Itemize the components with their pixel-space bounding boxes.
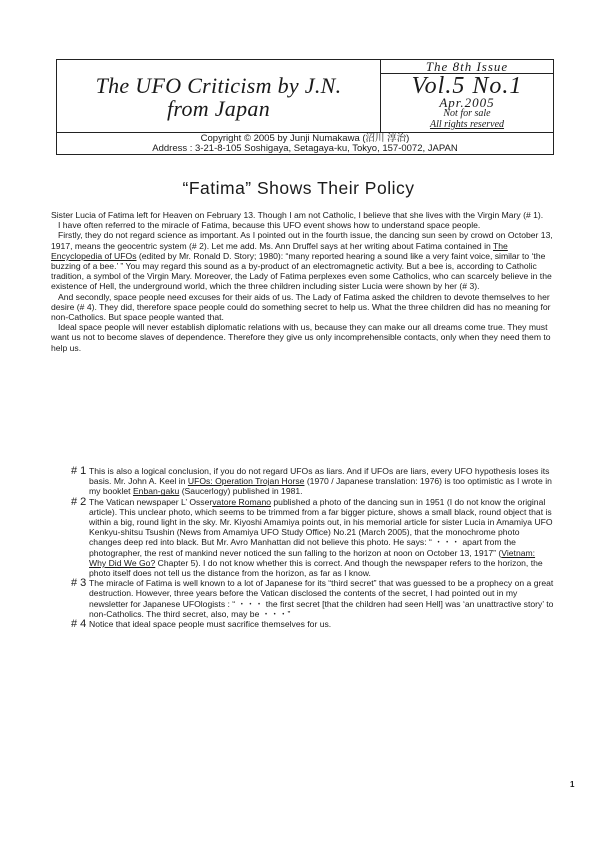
paragraph-2: I have often referred to the miracle of Fatima, because this UFO event shows how to understand space people. [58, 220, 481, 231]
note-2-mark: # 2 [71, 495, 87, 508]
masthead [56, 59, 554, 155]
note-2-part-b: published a photo of the dancing sun in 1951 (I do not know the original article). This unclear photo, which seems to be trimmed from a far bigger picture, shows a small black, round object that is within a big, round light in the sky. Mr. Kiyoshi Amamiya points out, in his memorial article for sister Lucia in Amamiya UFO Kenkyu-shitsu Tsushin (News from Amamiya UFO Study Office) No.21 (March 2005), that the monochrome photo changes deep red into black. But Mr. Avro Manhattan did not believe this photo. He says: “ ・・・ apart from the photographer, the rest of mankind never noticed the sun falling to the horizon at noon on October 13, 1917” ( [89, 496, 553, 558]
note-2-part-a: The Vatican newspaper L’ Osser [89, 496, 213, 507]
issue-box [381, 60, 553, 132]
page-number: 1 [570, 780, 575, 789]
copyright-line: Copyright © 2005 by Junji Numakawa (沼川 淳治) [200, 133, 410, 144]
newsletter-title [57, 60, 381, 132]
note-2-part-c: Chapter 5). I do not know whether this is correct. And though the newspaper refers to the horizon, the photo itself does not tell us the distance from the horizon, as far as I know. [89, 557, 543, 579]
note-3-text: The miracle of Fatima is well known to a lot of Japanese for its “third secret” that was guessed to be a prophecy on a great destruction. However, three years before the Vatican disclosed the contents of the secret, I had pointed out in my newsletter for Japanese UFOlogists : “ ・・・ the first secret [that the children had seen Hell] was ‘an unattractive story’ to non-Catholics. The third secret, also, may be ・・・” [89, 578, 554, 619]
article-headline: “Fatima” Shows Their Policy [182, 178, 415, 198]
address-line: Address : 3-21-8-105 Soshigaya, Setagaya-ku, Tokyo, 157-0072, JAPAN [152, 142, 458, 154]
paragraph-3-part-b: (edited by Mr. Ronald D. Story; 1980): “many reported hearing a sound like a very faint voice, similar to ‘the buzzing of a bee.’ ” You may regard this sound as a by-product of an electromagnetic activity. But a bee is, according to Catholic tradition, a symbol of the Virgin Mary. Moreover, the Lady of Fatima perplexes even some Catholics, who can scarcely believe in the existence of Hell, the underground world, which the three children including sister Lucia were shown by her (# 3). [51, 250, 552, 292]
encyclopedia-title: The Encyclopedia of UFOs [51, 240, 508, 261]
note-3 [71, 578, 554, 619]
note-1 [71, 466, 554, 497]
note-1-part-c: (Saucerlogy) published in 1981. [179, 486, 303, 497]
copyright-block [57, 132, 553, 154]
paragraph-3-part-a: Firstly, they do not regard science as important. As I pointed out in the fourth issue, the dancing sun seen by crowd on October 13, 1917, means the geocentric system (# 2). Let me add. Ms. Ann Druffel says at her writing about Fatima contained in [51, 230, 553, 251]
note-1-mark: # 1 [71, 465, 87, 477]
note-1-part-b: (1970 / Japanese translation: 1976) is too optimistic as I wrote in my booklet [89, 476, 552, 497]
footnotes [71, 466, 554, 629]
paragraph-3 [51, 230, 554, 291]
article-body [51, 210, 554, 353]
enban-gaku-title: Enban-gaku [132, 486, 180, 497]
note-4-mark: # 4 [71, 618, 87, 631]
title-line-1: The UFO Criticism by J.N. [95, 73, 342, 98]
vietnam-book-title: Vietnam: Why Did We Go? [89, 547, 536, 568]
note-4-text: Notice that ideal space people must sacrifice themselves for us. [89, 619, 332, 630]
rights-note: All rights reserved [429, 119, 505, 130]
note-1-part-a: This is also a logical conclusion, if you do not regard UFOs as liars. And if UFOs are liars, every UFO hypothesis loses its basis. Mr. John A. Keel in [89, 466, 550, 487]
sale-note: Not for sale [443, 108, 491, 119]
note-4 [71, 619, 554, 629]
note-3-mark: # 3 [71, 577, 87, 590]
issue-date: Apr.2005 [439, 95, 495, 110]
paragraph-4: And secondly, space people need excuses for their aids of us. The Lady of Fatima asked the children to devote themselves to her desire (# 4). They did, therefore space people could do something secret to help us. What the three children did has no meaning for non-Catholics. But space people wanted that. [51, 291, 551, 323]
osservatore-romano-title: vatore Romano [212, 496, 272, 507]
volume-number: Vol.5 No.1 [411, 73, 523, 99]
title-line-2: from Japan [166, 96, 270, 121]
trojan-horse-title: UFOs: Operation Trojan Horse [187, 476, 305, 487]
paragraph-1: Sister Lucia of Fatima left for Heaven on February 13. Though I am not Catholic, I believe that she lives with the Virgin Mary (# 1). [51, 210, 544, 220]
issue-label: The 8th Issue [381, 60, 553, 74]
note-2 [71, 497, 554, 579]
paragraph-5: Ideal space people will never establish diplomatic relations with us, because they can make our all dreams come true. They must want us not to become slaves of dependence. Therefore they give us only incomprehensible contacts, only when they need them to help us. [51, 322, 551, 353]
